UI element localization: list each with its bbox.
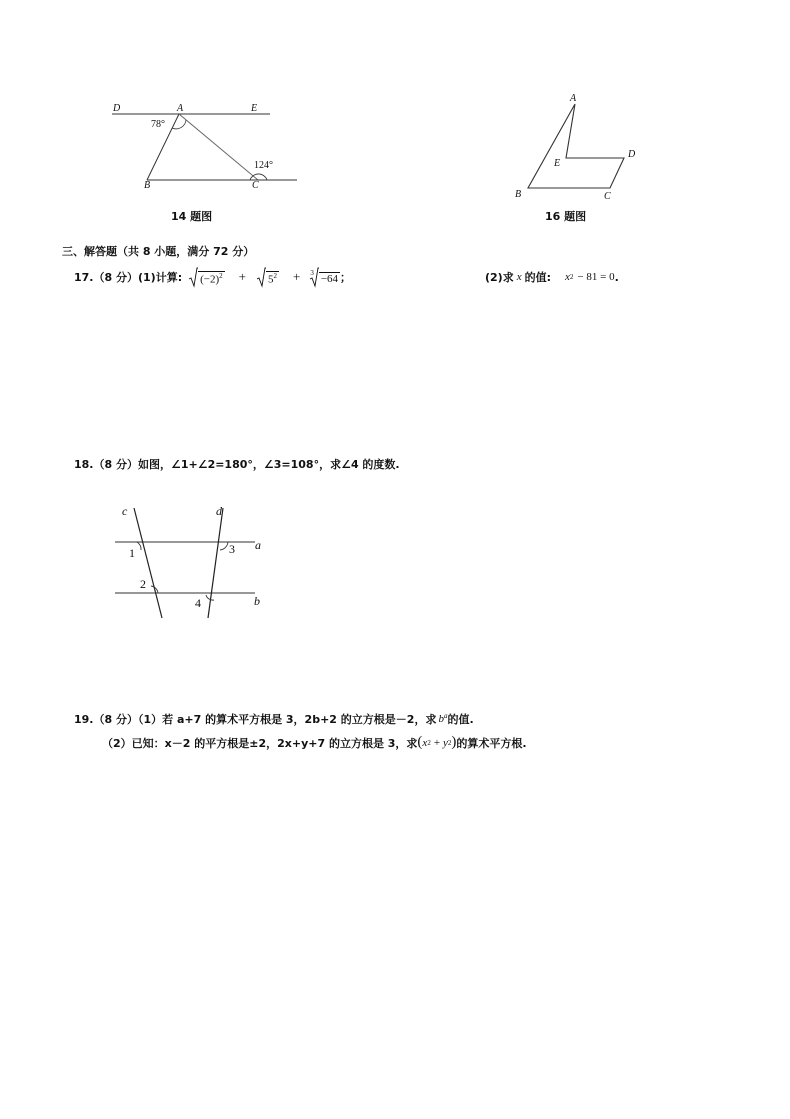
q17-term1	[188, 266, 225, 288]
fig18-label-c: c	[122, 504, 128, 518]
q17-term1-base: (−2)	[200, 273, 220, 286]
q19-line1-end: 的值.	[447, 713, 474, 726]
fig18-label-b: b	[254, 594, 260, 608]
fig16-label-e: E	[554, 158, 561, 169]
fig14-label-a: A	[177, 103, 184, 114]
q17-term3	[310, 266, 340, 288]
q17-eq-exp: 2	[569, 273, 574, 281]
fig16-label-a: A	[570, 93, 577, 104]
q17-plus-2: +	[292, 269, 301, 284]
fig18-angle-4: 4	[195, 596, 201, 610]
question-17	[74, 262, 351, 292]
fig14-label-e: E	[251, 103, 258, 114]
fig14-label-c: C	[252, 180, 259, 191]
fig14-label-b: B	[144, 180, 151, 191]
figure-16-drawing	[500, 92, 660, 202]
line-c	[134, 508, 162, 618]
question-19-part-1	[74, 711, 474, 727]
fig18-angle-1: 1	[129, 546, 135, 560]
fig18-label-a: a	[255, 538, 261, 552]
q17-part2-label2: 的值:	[524, 271, 552, 284]
fig18-label-d: d	[216, 504, 222, 518]
q17-eq-end: .	[614, 270, 619, 284]
fig18-angle-3: 3	[229, 542, 235, 556]
fig16-caption: 16 题图	[545, 210, 587, 223]
q19-math-y: y	[443, 736, 448, 749]
q17-term3-radicand: −64	[320, 272, 339, 285]
q17-part2-label: (2)求	[485, 271, 514, 284]
q17-equation: − 81 = 0	[577, 271, 615, 283]
q19-close-paren: )	[451, 734, 457, 750]
fig16-label-d: D	[628, 149, 636, 160]
angle-1-arc	[137, 542, 141, 550]
angle-4-arc	[206, 595, 214, 600]
q17-part2-var: x	[516, 271, 522, 283]
fig14-caption: 14 题图	[171, 210, 213, 223]
q19-line2-end: 的算术平方根.	[456, 736, 527, 750]
figure-16	[500, 92, 660, 202]
q19-math-plus: +	[433, 736, 441, 749]
q17-term2	[256, 266, 279, 288]
question-18: 18.（8 分）如图，∠1+∠2=180°，∠3=108°，求∠4 的度数.	[74, 458, 400, 471]
q19-line1-exp: a	[443, 712, 448, 720]
segment-ac	[179, 114, 258, 180]
q17-term1-exp: 2	[219, 271, 223, 280]
fig14-label-d: D	[113, 103, 121, 114]
q19-line1-text: 19.（8 分）（1）若 a+7 的算术平方根是 3，2b+2 的立方根是－2，求	[74, 713, 437, 726]
q17-part1-label: (1)计算:	[137, 271, 183, 284]
sqrt-sign-icon	[188, 266, 198, 288]
q17-term2-base: 5	[267, 273, 274, 286]
q19-open-paren: (	[417, 734, 423, 750]
fig16-label-c: C	[604, 191, 611, 202]
q17-plus-1: +	[238, 269, 246, 284]
angle-3-arc	[220, 542, 228, 550]
q17-root3-index: 3	[310, 269, 314, 277]
q17-semicolon: ；	[340, 271, 352, 284]
line-d	[208, 508, 223, 618]
sqrt-sign-icon	[256, 266, 266, 288]
section-3-heading: 三、解答题（共 8 小题，满分 72 分）	[62, 245, 255, 258]
q17-eq-var: x	[565, 271, 570, 283]
q17-term2-exp: 2	[273, 271, 277, 280]
figure-14-drawing	[100, 96, 310, 196]
q19-line1-b: b	[438, 713, 444, 725]
q17-number: 17.（8 分）	[74, 271, 138, 284]
figure-16-polygon	[528, 104, 624, 188]
fig16-label-b: B	[515, 189, 522, 200]
fig14-angle-c: 124°	[254, 160, 273, 171]
q19-math-x-exp: 2	[427, 738, 431, 747]
q19-math-x: x	[422, 736, 428, 749]
fig14-angle-a: 78°	[151, 119, 165, 130]
q19-math-y-exp: 2	[447, 738, 452, 747]
figure-14	[100, 96, 310, 196]
fig18-angle-2: 2	[140, 577, 146, 591]
question-17-part-2	[485, 262, 619, 292]
q19-line2-text: （2）已知：x－2 的平方根是±2，2x+y+7 的立方根是 3，求	[102, 736, 418, 750]
question-19-part-2	[102, 734, 527, 751]
